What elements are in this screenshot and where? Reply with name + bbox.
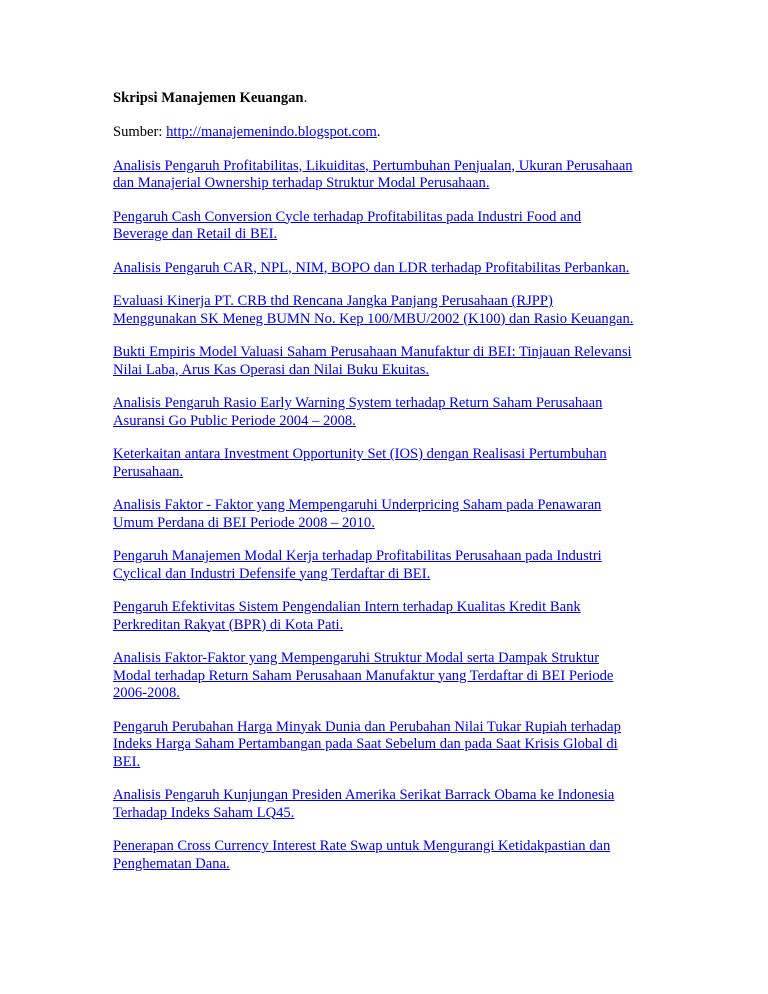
list-item xyxy=(113,719,673,772)
list-item xyxy=(113,650,673,703)
thesis-link[interactable]: Pengaruh Cash Conversion Cycle terhadap Profitabilitas pada Industri Food and Beverage dan Retail di BEI. xyxy=(113,208,582,242)
thesis-link[interactable]: Pengaruh Perubahan Harga Minyak Dunia dan Perubahan Nilai Tukar Rupiah terhadap Indeks Harga Saham Pertambangan pada Saat Sebelum dan pada Saat Krisis Global di BEI. xyxy=(113,718,621,770)
thesis-link[interactable]: Analisis Pengaruh CAR, NPL, NIM, BOPO dan LDR terhadap Profitabilitas Perbankan. xyxy=(113,259,630,276)
list-item xyxy=(113,497,673,532)
heading-title: Skripsi Manajemen Keuangan xyxy=(113,90,304,106)
heading-period: . xyxy=(303,90,308,106)
list-item xyxy=(113,446,673,481)
list-item xyxy=(113,838,673,873)
list-item xyxy=(113,293,673,328)
source-line xyxy=(113,124,673,142)
thesis-link[interactable]: Pengaruh Manajemen Modal Kerja terhadap Profitabilitas Perusahaan pada Industri Cyclical dan Industri Defensife yang Terdaftar di BEI. xyxy=(113,548,602,582)
thesis-link[interactable]: Penerapan Cross Currency Interest Rate Swap untuk Mengurangi Ketidakpastian dan Penghematan Dana. xyxy=(113,838,611,872)
thesis-link[interactable]: Analisis Pengaruh Kunjungan Presiden Amerika Serikat Barrack Obama ke Indonesia Terhadap Indeks Saham LQ45. xyxy=(113,787,615,821)
thesis-link[interactable]: Analisis Pengaruh Rasio Early Warning System terhadap Return Saham Perusahaan Asuransi Go Public Periode 2004 – 2008. xyxy=(113,395,603,429)
thesis-link[interactable]: Evaluasi Kinerja PT. CRB thd Rencana Jangka Panjang Perusahaan (RJPP) Menggunakan SK Meneg BUMN No. Kep 100/MBU/2002 (K100) dan Rasio Keuangan. xyxy=(113,293,634,327)
list-item xyxy=(113,395,673,430)
source-period: . xyxy=(376,124,381,140)
thesis-link[interactable]: Analisis Pengaruh Profitabilitas, Likuiditas, Pertumbuhan Penjualan, Ukuran Perusahaan dan Manajerial Ownership terhadap Struktur Modal Perusahaan. xyxy=(113,157,633,191)
list-item xyxy=(113,787,673,822)
document-page xyxy=(113,90,673,889)
thesis-link[interactable]: Keterkaitan antara Investment Opportunity Set (IOS) dengan Realisasi Pertumbuhan Perusahaan. xyxy=(113,446,607,480)
list-item xyxy=(113,158,673,193)
thesis-link[interactable]: Bukti Empiris Model Valuasi Saham Perusahaan Manufaktur di BEI: Tinjauan Relevansi Nilai Laba, Arus Kas Operasi dan Nilai Buku Ekuitas. xyxy=(113,344,632,378)
list-item xyxy=(113,260,673,278)
thesis-link[interactable]: Pengaruh Efektivitas Sistem Pengendalian Intern terhadap Kualitas Kredit Bank Perkreditan Rakyat (BPR) di Kota Pati. xyxy=(113,599,581,633)
thesis-link[interactable]: Analisis Faktor-Faktor yang Mempengaruhi Struktur Modal serta Dampak Struktur Modal terhadap Return Saham Perusahaan Manufaktur yang Terdaftar di BEI Periode 2006-2008. xyxy=(113,650,614,701)
thesis-link[interactable]: Analisis Faktor - Faktor yang Mempengaruhi Underpricing Saham pada Penawaran Umum Perdana di BEI Periode 2008 – 2010. xyxy=(113,497,602,531)
list-item xyxy=(113,599,673,634)
document-heading xyxy=(113,90,673,108)
list-item xyxy=(113,548,673,583)
source-link[interactable]: http://manajemenindo.blogspot.com xyxy=(166,124,377,140)
list-item xyxy=(113,344,673,379)
list-item xyxy=(113,209,673,244)
source-label: Sumber: xyxy=(113,124,167,140)
